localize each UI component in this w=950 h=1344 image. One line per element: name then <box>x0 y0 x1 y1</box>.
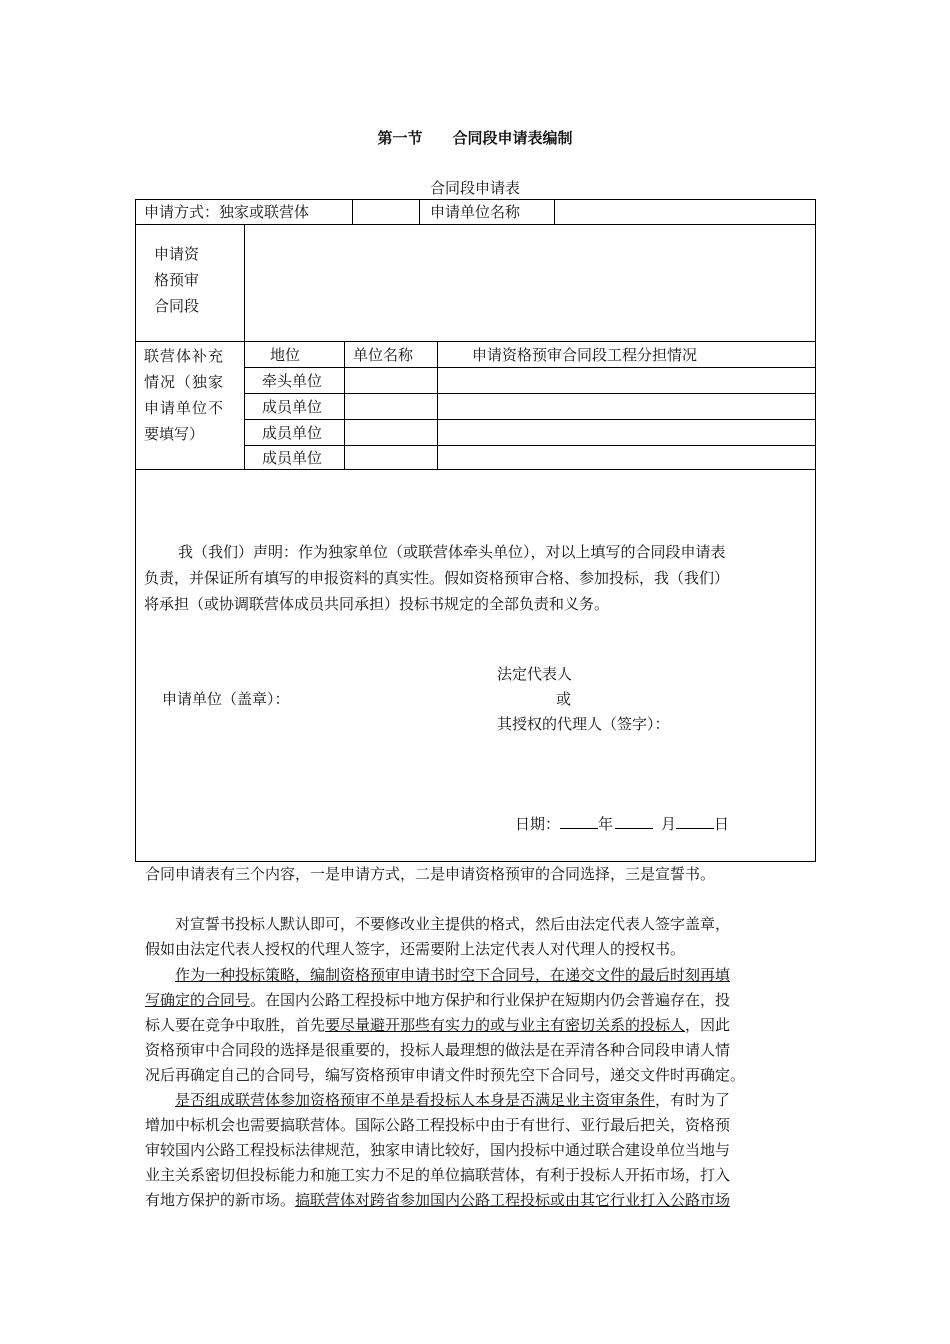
jv-division-field[interactable] <box>441 422 812 444</box>
paragraph-text: 有地方保护的新市场。 <box>145 1191 296 1209</box>
row-divider <box>244 445 816 446</box>
paragraph-line: 假如由法定代表人授权的代理人签字，还需要附上法定代表人对代理人的授权书。 <box>145 940 686 958</box>
paragraph-line: 对宣誓书投标人默认即可，不要修改业主提供的格式，然后由法定代表人签字盖章， <box>175 915 731 933</box>
declaration-line: 将承担（或协调联营体成员共同承担）投标书规定的全部负责和义务。 <box>144 595 610 613</box>
paragraph-line: 合同申请表有三个内容，一是申请方式，二是申请资格预审的合同选择，三是宣誓书。 <box>145 865 716 883</box>
col-divider <box>352 199 353 225</box>
declaration-text <box>144 539 729 617</box>
col-divider <box>419 199 420 225</box>
jv-division-field[interactable] <box>441 447 812 468</box>
paragraph-line: 增加中标机会也需要搞联营体。国际公路工程投标中由于有世行、亚行最后把关，资格预 <box>145 1116 731 1134</box>
paragraph-line: 作为一种投标策略，编制资格预审申请书时空下合同号，在递交文件的最后时刻再填 <box>175 966 731 984</box>
authorized-agent-label: 其授权的代理人（签字）： <box>497 715 670 733</box>
table-border-left <box>135 199 136 862</box>
section-name: 合同段申请表编制 <box>452 129 573 147</box>
declaration-line: 我（我们）声明：作为独家单位（或联营体牵头单位），对以上填写的合同段申请表 <box>178 543 726 561</box>
underlined-text: 要尽量避开那些有实力的或与业主有密切关系的投标人 <box>325 1016 686 1034</box>
paragraph-line <box>145 988 815 1013</box>
col-divider <box>244 224 245 470</box>
label-line: 情况（独家 <box>144 373 225 391</box>
year-blank[interactable] <box>560 816 598 829</box>
jv-unit-name-field[interactable] <box>348 370 434 392</box>
paragraph-text: ，有时为了 <box>655 1091 731 1109</box>
day-label: 日 <box>714 815 730 833</box>
unit-name-field[interactable] <box>558 202 812 222</box>
paragraph-text: 。在国内公路工程投标中地方保护和行业保护在短期内仍会普遍存在，投 <box>250 991 731 1009</box>
paragraph-line <box>145 1013 815 1038</box>
jv-role-member: 成员单位 <box>262 424 323 442</box>
paragraph-line <box>145 1088 815 1113</box>
paragraph-line: 况后再确定自己的合同号，编写资格预审申请文件时预先空下合同号，递交文件时再确定。 <box>145 1066 746 1084</box>
year-label: 年 <box>598 815 614 833</box>
paragraph-text: ，因此 <box>685 1016 731 1034</box>
strategy-paragraph <box>145 963 815 1088</box>
underlined-text: 是否组成联营体参加资格预审不单是看投标人本身是否满足业主资审条件 <box>175 1091 656 1109</box>
row-divider <box>244 393 816 394</box>
position-header: 地位 <box>270 346 301 364</box>
unit-name-label: 申请单位名称 <box>430 203 521 221</box>
contract-section-field[interactable] <box>248 228 811 338</box>
date-line <box>515 812 729 836</box>
paragraph-line <box>145 1188 815 1213</box>
jv-unit-name-field[interactable] <box>348 422 434 444</box>
table-border-right <box>815 199 816 862</box>
applicant-seal-label: 申请单位（盖章）： <box>162 690 290 708</box>
row-divider <box>244 419 816 420</box>
paragraph-line: 业主关系密切但投标能力和施工实力不足的单位搞联营体，有利于投标人开拓市场，打入 <box>145 1166 731 1184</box>
jv-paragraph <box>145 1088 815 1213</box>
label-line: 要填写） <box>144 425 205 443</box>
paragraph-line: 审较国内公路工程投标法律规范，独家申请比较好，国内投标中通过联合建设单位当地与 <box>145 1141 731 1159</box>
month-label: 月 <box>661 815 677 833</box>
application-method-label: 申请方式：独家或联营体 <box>144 203 310 221</box>
row-divider <box>135 341 816 342</box>
jv-supplement-label <box>144 343 240 447</box>
unit-name-header: 单位名称 <box>353 346 414 364</box>
label-line: 合同段 <box>154 297 200 315</box>
col-divider <box>344 341 345 470</box>
division-header: 申请资格预审合同段工程分担情况 <box>472 346 698 364</box>
jv-unit-name-field[interactable] <box>348 396 434 418</box>
legal-representative-label: 法定代表人 <box>497 665 573 683</box>
label-line: 申请资 <box>154 245 200 263</box>
oath-paragraph <box>145 912 815 962</box>
application-method-field[interactable] <box>356 202 416 222</box>
jv-role-member: 成员单位 <box>262 398 323 416</box>
col-divider <box>437 341 438 470</box>
contract-section-label <box>154 241 199 319</box>
declaration-line: 负责，并保证所有填写的申报资料的真实性。假如资格预审合格、参加投标，我（我们） <box>144 569 730 587</box>
date-label: 日期： <box>515 815 561 833</box>
table-title: 合同段申请表 <box>429 179 520 197</box>
col-divider <box>554 199 555 225</box>
section-title <box>0 127 950 148</box>
jv-division-field[interactable] <box>441 370 812 392</box>
day-blank[interactable] <box>676 816 714 829</box>
jv-role-member: 成员单位 <box>262 449 323 467</box>
row-divider <box>244 367 816 368</box>
month-blank[interactable] <box>615 816 653 829</box>
underlined-text: 搞联营体对跨省参加国内公路工程投标或由其它行业打入公路市场 <box>295 1191 731 1209</box>
intro-paragraph <box>145 862 815 887</box>
section-number: 第一节 <box>377 129 423 147</box>
label-line: 联营体补充 <box>144 347 225 365</box>
label-line: 申请单位不 <box>144 399 225 417</box>
paragraph-line: 资格预审中合同段的选择是很重要的，投标人最理想的做法是在弄清各种合同段申请人情 <box>145 1041 731 1059</box>
jv-unit-name-field[interactable] <box>348 447 434 468</box>
jv-division-field[interactable] <box>441 396 812 418</box>
jv-role-lead: 牵头单位 <box>262 372 323 390</box>
row-divider <box>135 224 816 225</box>
paragraph-text: 标人要在竞争中取胜，首先 <box>145 1016 326 1034</box>
row-divider <box>135 469 816 470</box>
or-label: 或 <box>556 690 572 708</box>
underlined-text: 写确定的合同号 <box>145 991 251 1009</box>
label-line: 格预审 <box>154 271 200 289</box>
